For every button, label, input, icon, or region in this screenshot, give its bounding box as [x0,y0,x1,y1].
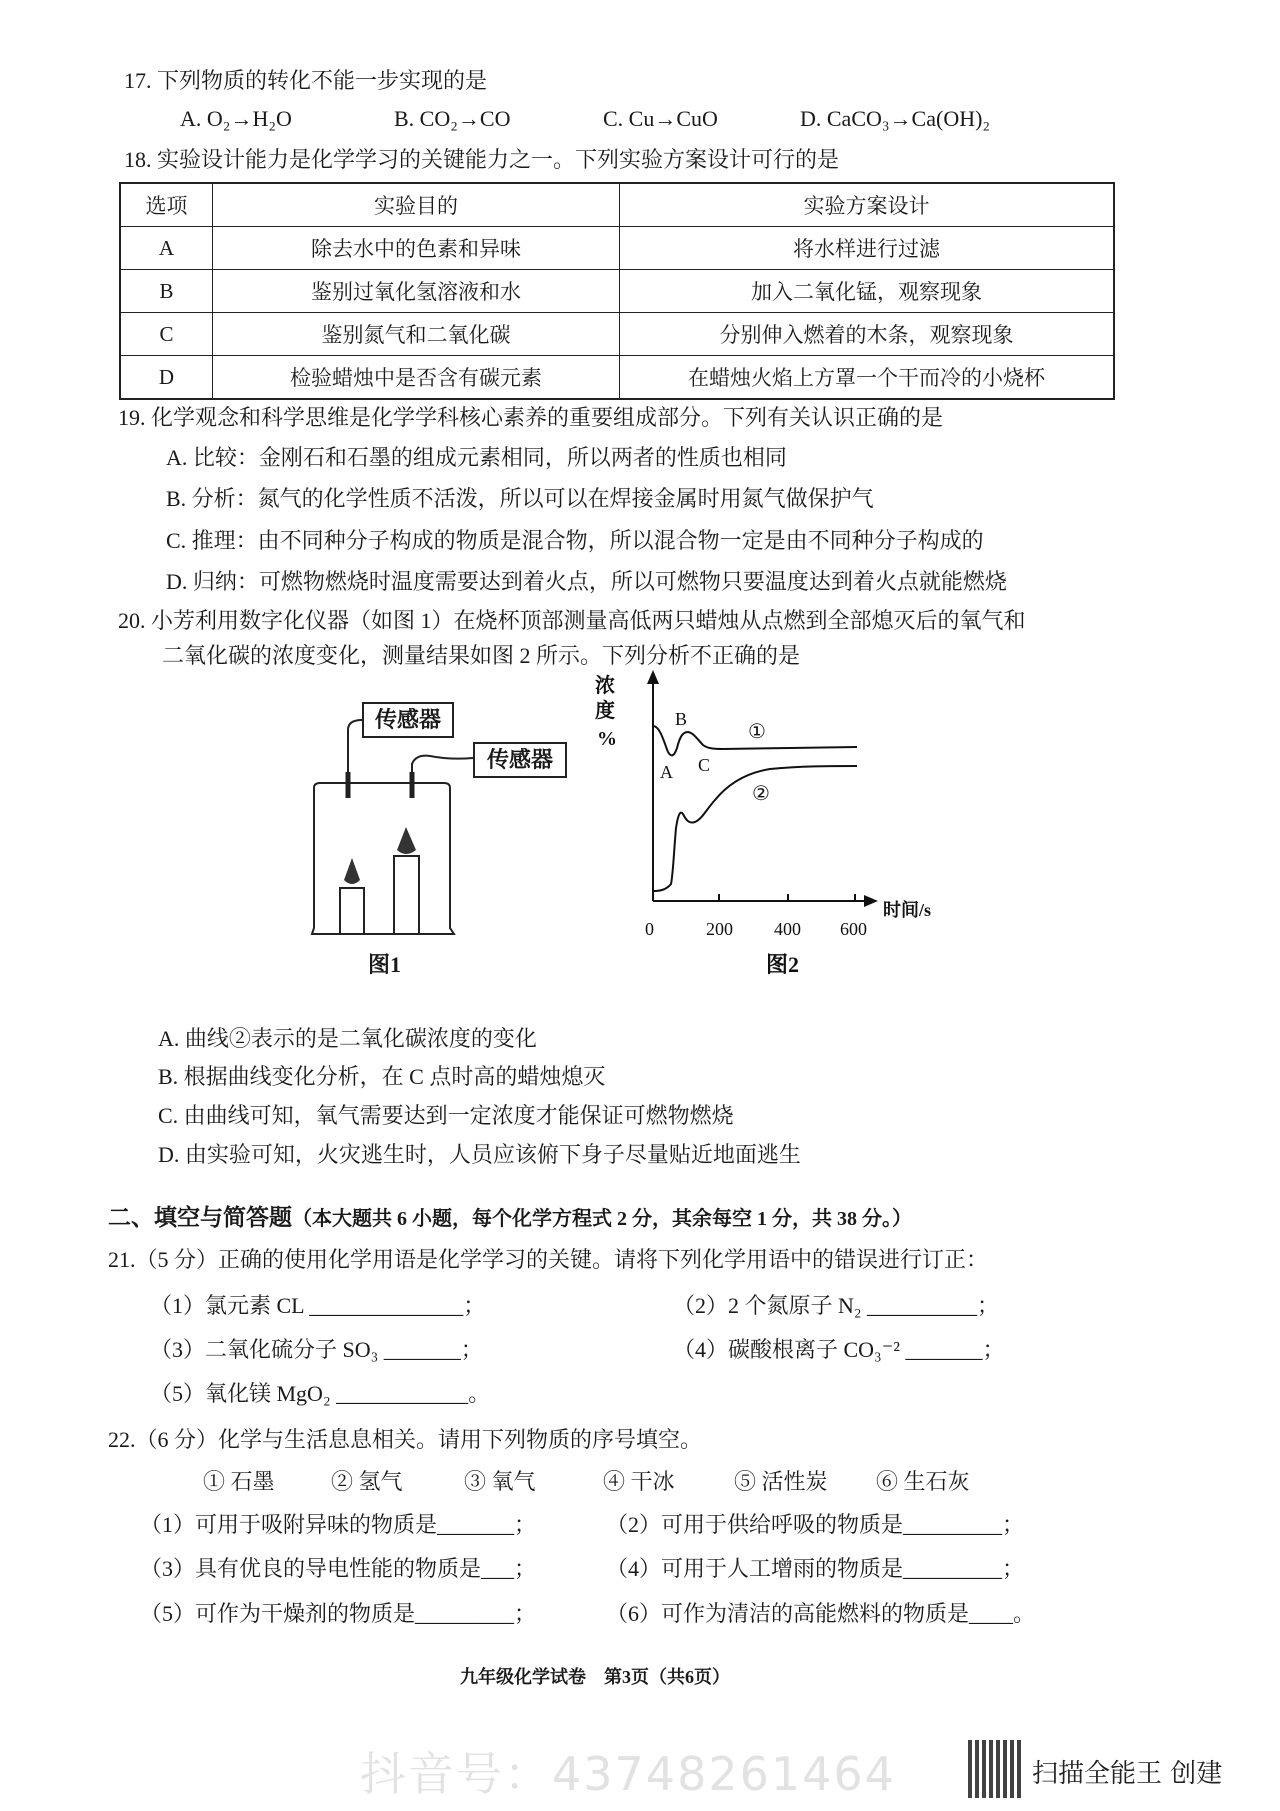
page-footer: 九年级化学试卷 第3页（共6页） [460,1667,730,1687]
curve-label-1: ① [748,721,766,743]
sensor-wire-left [348,720,362,774]
q21-item-3: （3）二氧化硫分子 SO₃ _______； [150,1337,483,1362]
q20-stem-line1: 20. 小芳利用数字化仪器（如图 1）在烧杯顶部测量高低两只蜡烛从点燃到全部熄灭后的氧气和 [118,608,1026,633]
table-header-row [120,183,1114,227]
table-cell: C [120,313,213,356]
q20-stem-line2: 二氧化碳的浓度变化，测量结果如图 2 所示。下列分析不正确的是 [162,643,801,668]
table-header: 实验目的 [213,183,620,227]
table-row [120,227,1114,270]
sensor-box-right: 传感器 [473,742,567,778]
figure-1-caption: 图1 [368,952,402,977]
short-candle-flame-icon [344,858,360,884]
y-axis-arrow-icon [647,670,659,684]
q21-item-1: （1）氯元素 CL ______________； [150,1293,486,1318]
substance-4: ④ 干冰 [603,1469,675,1494]
substance-2: ② 氢气 [331,1469,403,1494]
q17-option-d: D. CaCO₃→Ca(OH)₂ [800,106,991,131]
douyin-watermark: 抖音号：43748261464 [360,1747,896,1801]
y-axis-label-char: 浓 [595,675,615,697]
q18-stem: 18. 实验设计能力是化学学习的关键能力之一。下列实验方案设计可行的是 [124,147,840,172]
table-cell: 将水样进行过滤 [620,227,1115,270]
table-cell: A [120,227,213,270]
y-axis-label-char: 度 [595,700,615,722]
section-2-heading [108,1205,912,1232]
q20-option-d: D. 由实验可知，火灾逃生时，人员应该俯下身子尽量贴近地面逃生 [158,1142,801,1167]
q22-item-3: （3）具有优良的导电性能的物质是___； [140,1556,537,1581]
table-cell: 鉴别过氧化氢溶液和水 [213,270,620,313]
q22-item-1: （1）可用于吸附异味的物质是_______； [140,1512,537,1537]
q17-option-c: C. Cu→CuO [603,106,718,131]
q22-stem: 22.（6 分）化学与生活息息相关。请用下列物质的序号填空。 [108,1427,703,1452]
x-tick-label: 400 [774,919,801,939]
q22-item-5: （5）可作为干燥剂的物质是_________； [140,1601,537,1626]
y-axis-label-char: % [597,728,617,750]
figure-2 [590,660,990,990]
q21-stem: 21.（5 分）正确的使用化学用语是化学学习的关键。请将下列化学用语中的错误进行订正： [108,1247,989,1272]
substance-6: ⑥ 生石灰 [876,1469,970,1494]
q19-option-b: B. 分析：氮气的化学性质不活泼，所以可以在焊接金属时用氮气做保护气 [166,486,874,511]
table-cell: B [120,270,213,313]
q19-option-d: D. 归纳：可燃物燃烧时温度需要达到着火点，所以可燃物只要温度达到着火点就能燃烧 [166,569,1007,594]
q22-item-6: （6）可作为清洁的高能燃料的物质是____。 [606,1601,1036,1626]
point-label-c: C [698,755,711,775]
q17-option-b: B. CO₂→CO [394,106,511,131]
q21-item-4: （4）碳酸根离子 CO₃⁻² _______； [673,1337,1005,1362]
q19-stem: 19. 化学观念和科学思维是化学学科核心素养的重要组成部分。下列有关认识正确的是 [118,405,944,430]
point-label-b: B [675,709,688,729]
table-cell: 检验蜡烛中是否含有碳元素 [213,356,620,400]
q17-stem: 17. 下列物质的转化不能一步实现的是 [124,68,488,93]
q19-option-c: C. 推理：由不同种分子构成的物质是混合物，所以混合物一定是由不同种分子构成的 [166,528,984,553]
substance-1: ① 石墨 [203,1469,275,1494]
substance-3: ③ 氧气 [464,1469,536,1494]
tall-candle [394,856,419,934]
sensor-wire-right [412,756,473,774]
x-axis-label: 时间/s [883,900,932,920]
curve-label-2: ② [752,783,770,805]
table-cell: 除去水中的色素和异味 [213,227,620,270]
experiment-table [119,182,1115,400]
table-cell: 鉴别氮气和二氧化碳 [213,313,620,356]
q21-item-2: （2）2 个氮原子 N₂ __________； [673,1293,1000,1318]
table-cell: 在蜡烛火焰上方罩一个干而冷的小烧杯 [620,356,1115,400]
table-row [120,356,1114,400]
q20-option-a: A. 曲线②表示的是二氧化碳浓度的变化 [158,1026,537,1051]
q21-item-5: （5）氧化镁 MgO₂ ____________。 [150,1381,491,1406]
figure-1 [290,690,590,990]
tall-candle-flame-icon [397,827,416,854]
table-header: 实验方案设计 [620,183,1115,227]
q17-option-a: A. O₂→H₂O [180,106,292,131]
section-2-note: （本大题共 6 小题，每个化学方程式 2 分，其余每空 1 分，共 38 分。） [292,1208,912,1230]
x-tick-label: 0 [645,919,654,939]
x-tick-label: 600 [840,919,867,939]
short-candle [340,888,364,934]
substance-5: ⑤ 活性炭 [734,1469,828,1494]
x-tick-label: 200 [706,919,733,939]
table-header: 选项 [120,183,213,227]
table-cell: D [120,356,213,400]
section-2-title: 二、填空与简答题 [108,1205,292,1230]
concentration-time-graph [590,660,990,990]
scanner-credit: 扫描全能王 创建 [1032,1759,1223,1789]
table-row [120,313,1114,356]
table-row [120,270,1114,313]
q22-item-4: （4）可用于人工增雨的物质是_________； [606,1556,1025,1581]
sensor-box-top: 传感器 [362,702,454,738]
qr-code-icon [968,1740,1024,1798]
figure-2-caption: 图2 [766,952,800,977]
beaker-outline [312,783,454,934]
table-cell: 分别伸入燃着的木条，观察现象 [620,313,1115,356]
q19-option-a: A. 比较：金刚石和石墨的组成元素相同，所以两者的性质也相同 [166,445,787,470]
table-cell: 加入二氧化锰，观察现象 [620,270,1115,313]
q20-option-c: C. 由曲线可知，氧气需要达到一定浓度才能保证可燃物燃烧 [158,1103,734,1128]
q22-item-2: （2）可用于供给呼吸的物质是_________； [606,1512,1025,1537]
x-axis-arrow-icon [864,895,878,907]
point-label-a: A [660,762,673,782]
q20-option-b: B. 根据曲线变化分析，在 C 点时高的蜡烛熄灭 [158,1064,606,1089]
